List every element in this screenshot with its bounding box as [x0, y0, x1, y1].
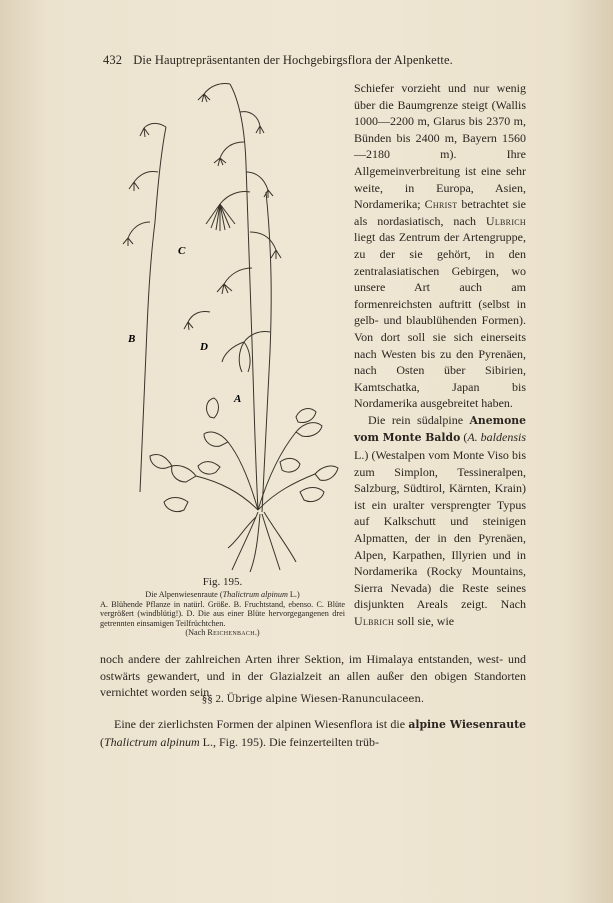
main-stem — [230, 84, 258, 510]
right-column-text — [354, 80, 526, 630]
label-c: C — [178, 245, 186, 257]
running-header — [103, 53, 523, 68]
figure-illustration — [100, 72, 345, 574]
paragraph-thalictrum-distribution: Schiefer vorzieht und nur wenig über die Baumgrenze steigt (Wallis 1000—2200 m, Glarus bis 2370 m, Bünden bis 2400 m, Bayern 1560—2180 m). Ihre Allgemeinverbreitung ist eine sehr weite, in Europa, Asien, Nordamerika; Christ betrachtet sie als nordasiatisch, nach Ulbrich liegt das Zentrum der Artengruppe, zu der sie gehört, in den zentralasiatischen Gebirgen, wo unsere Art auch am formenreichsten auftritt (selbst in gelb- und blaublühenden Formen). Von dort soll sie sich einerseits nach Westen bis zu den Pyrenäen, nach Osten über Sibirien, Kamtschatka, Japan bis Nordamerika ausgebreitet haben. — [354, 81, 526, 411]
term-anemone: Anemone vom Monte Baldo — [354, 413, 526, 445]
flower-cluster-b — [123, 123, 166, 246]
caption-source: (Nach Reichenbach.) — [185, 628, 260, 638]
section-number: §§ 2. — [201, 693, 224, 705]
caption-title: Die Alpenwiesenraute (Thalictrum alpinum L.) — [145, 590, 300, 599]
fruit-stem — [140, 127, 166, 492]
author-christ: Christ — [424, 197, 458, 212]
term-wiesenraute: alpine Wiesenraute — [408, 718, 526, 731]
label-b: B — [128, 333, 136, 345]
flower-cluster-top — [198, 83, 273, 198]
label-d: D — [200, 341, 208, 353]
basal-leaves — [150, 398, 338, 512]
paragraph-anemone-baldensis: Die rein südalpine Anemone vom Monte Baldo (A. baldensis L.) (Westalpen vom Monte Viso bis zum Simplon, Tessineralpen, Salzburg, Südtirol, Kärnten, Krain) ist ein uralter versprengter Typus auf Kalkschutt und steinigen Alpmatten, der in den Pyrenäen, Alpen, Karpathen, Illyrien und in Nordamerika (Rocky Mountains, Sierra Nevada) die Reste seines disjunkten Areals zeigt. Nach Ulbrich soll sie, wie — [354, 412, 526, 628]
author-ulbrich: Ulbrich — [485, 213, 526, 228]
figure-caption — [100, 590, 345, 638]
thalictrum-drawing — [100, 72, 345, 574]
roots — [228, 512, 296, 572]
paragraph-alpine-wiesenraute: Eine der zierlichsten Formen der alpinen Wiesenflora ist die alpine Wiesenraute (Thalictrum alpinum L., Fig. 195). Die feinzerteilten trüb- — [100, 717, 526, 749]
continuation-paragraph: noch andere der zahlreichen Arten ihrer Sektion, im Himalaya entstanden, west- und ostwärts gewandert, und in der Glazialzeit an allen außer den obigen Standorten vernichtet worden sein. — [100, 652, 526, 700]
running-title: Die Hauptrepräsentanten der Hochgebirgsflora der Alpenkette. — [133, 53, 453, 67]
section-heading — [100, 693, 526, 705]
section-title: Übrige alpine Wiesen-Ranunculaceen. — [226, 694, 425, 705]
figure-number: Fig. 195. — [202, 576, 243, 588]
caption-body: A. Blühende Pflanze in natürl. Größe. B. Fruchtstand, ebenso. C. Blüte vergrößert (windblütig!). D. Die aus einer Blüte hervorgegangenen drei getrennten einsamigen Teilfrüchtchen. — [100, 599, 345, 628]
label-a: A — [234, 393, 242, 405]
page-number: 432 — [103, 53, 123, 67]
flower-d — [184, 311, 270, 372]
